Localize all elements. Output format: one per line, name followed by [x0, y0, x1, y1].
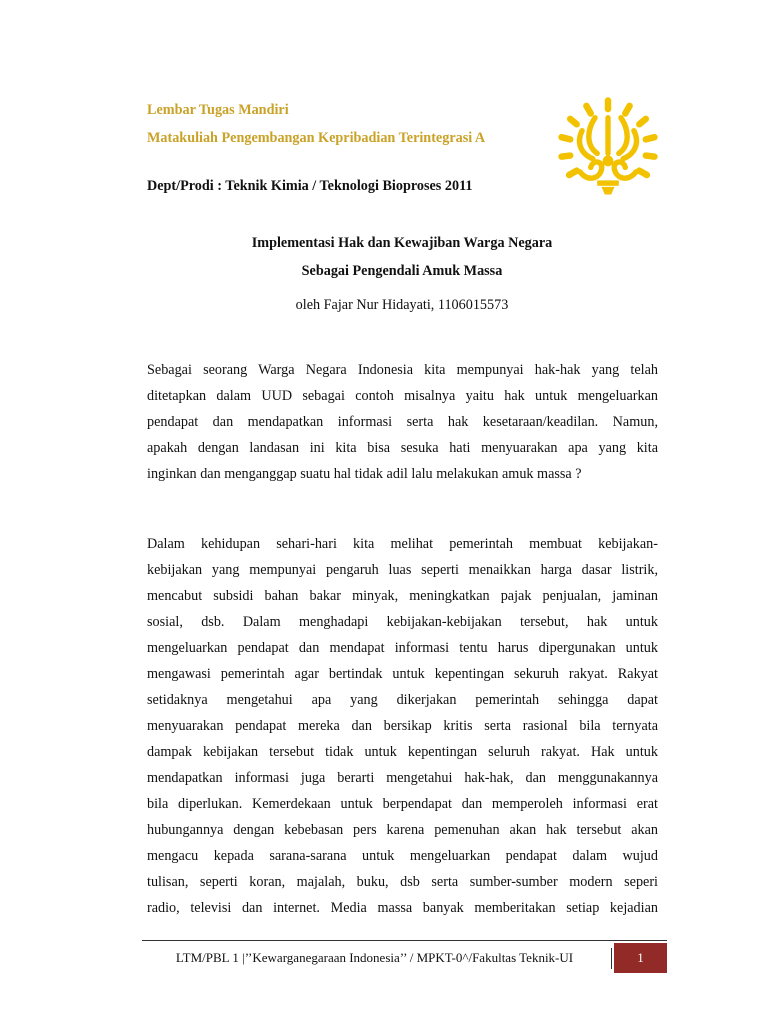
- paragraph-1: [147, 357, 658, 487]
- paragraph-line: setidaknya mengetahui apa yang dikerjakan pemerintah sehingga dapat: [147, 692, 658, 708]
- paragraph-line: ditetapkan dalam UUD sebagai contoh misalnya yaitu hak untuk mengeluarkan: [147, 388, 658, 404]
- paragraph-line: sosial, dsb. Dalam menghadapi kebijakan-kebijakan tersebut, hak untuk: [147, 614, 658, 630]
- paragraph-line: mencabut subsidi bahan bakar minyak, meningkatkan pajak penjualan, jaminan: [147, 588, 658, 604]
- paragraph-line: kebijakan yang mempunyai pengaruh luas seperti menaikkan harga dasar listrik,: [147, 562, 658, 578]
- footer-text: LTM/PBL 1 |’’Kewarganegaraan Indonesia’’ / MPKT-0^/Fakultas Teknik-UI: [175, 950, 574, 965]
- footer-separator: [611, 948, 612, 969]
- document-title: Implementasi Hak dan Kewajiban Warga Negara: [251, 235, 553, 251]
- page-number: 1: [614, 943, 667, 973]
- header-line-1: Lembar Tugas Mandiri: [147, 102, 289, 118]
- paragraph-line: mengacu kepada sarana-sarana untuk mengeluarkan pendapat dalam wujud: [147, 848, 658, 864]
- paragraph-line: pendapat dan mendapatkan informasi serta hak kesetaraan/keadilan. Namun,: [147, 414, 658, 430]
- paragraph-line: menyuarakan pendapat mereka dan bersikap kritis serta rasional bila ternyata: [147, 718, 658, 734]
- paragraph-line: mengeluarkan pendapat dan mendapat informasi tentu harus dipergunakan untuk: [147, 640, 658, 656]
- paragraph-line: bila diperlukan. Kemerdekaan untuk berpendapat dan memperoleh informasi erat: [147, 796, 658, 812]
- paragraph-line: hubungannya dengan kebebasan pers karena pemenuhan akan hak tersebut akan: [147, 822, 658, 838]
- paragraph-line: Sebagai seorang Warga Negara Indonesia kita mempunyai hak-hak yang telah: [147, 362, 658, 378]
- paragraph-line: Dalam kehidupan sehari-hari kita melihat pemerintah membuat kebijakan-: [147, 536, 658, 552]
- university-emblem-icon: [554, 94, 662, 202]
- footer-divider: [142, 940, 667, 941]
- paragraph-line: apakah dengan landasan ini kita bisa sesuka hati menyuarakan apa yang kita: [147, 440, 658, 456]
- paragraph-line: inginkan dan menganggap suatu hal tidak adil lalu melakukan amuk massa ?: [147, 466, 582, 482]
- paragraph-line: dampak kebijakan tersebut tidak untuk kepentingan seluruh rakyat. Hak untuk: [147, 744, 658, 760]
- header-dept: Dept/Prodi : Teknik Kimia / Teknologi Bioproses 2011: [147, 178, 473, 194]
- header-course: Matakuliah Pengembangan Kepribadian Terintegrasi A: [147, 130, 486, 146]
- paragraph-line: mengawasi pemerintah agar bertindak untuk kepentingan sekuruh rakyat. Rakyat: [147, 666, 658, 682]
- paragraph-line: mendapatkan informasi juga berarti mengetahui hak-hak, dan menggunakannya: [147, 770, 658, 786]
- page-footer: [142, 943, 667, 973]
- paragraph-line: radio, televisi dan internet. Media massa banyak memberitakan setiap kejadian: [147, 900, 658, 916]
- paragraph-line: tulisan, seperti koran, majalah, buku, dsb serta sumber-sumber modern seperi: [147, 874, 658, 890]
- document-subtitle: Sebagai Pengendali Amuk Massa: [301, 263, 503, 279]
- author-line: oleh Fajar Nur Hidayati, 1106015573: [295, 297, 509, 313]
- paragraph-2: [147, 531, 658, 921]
